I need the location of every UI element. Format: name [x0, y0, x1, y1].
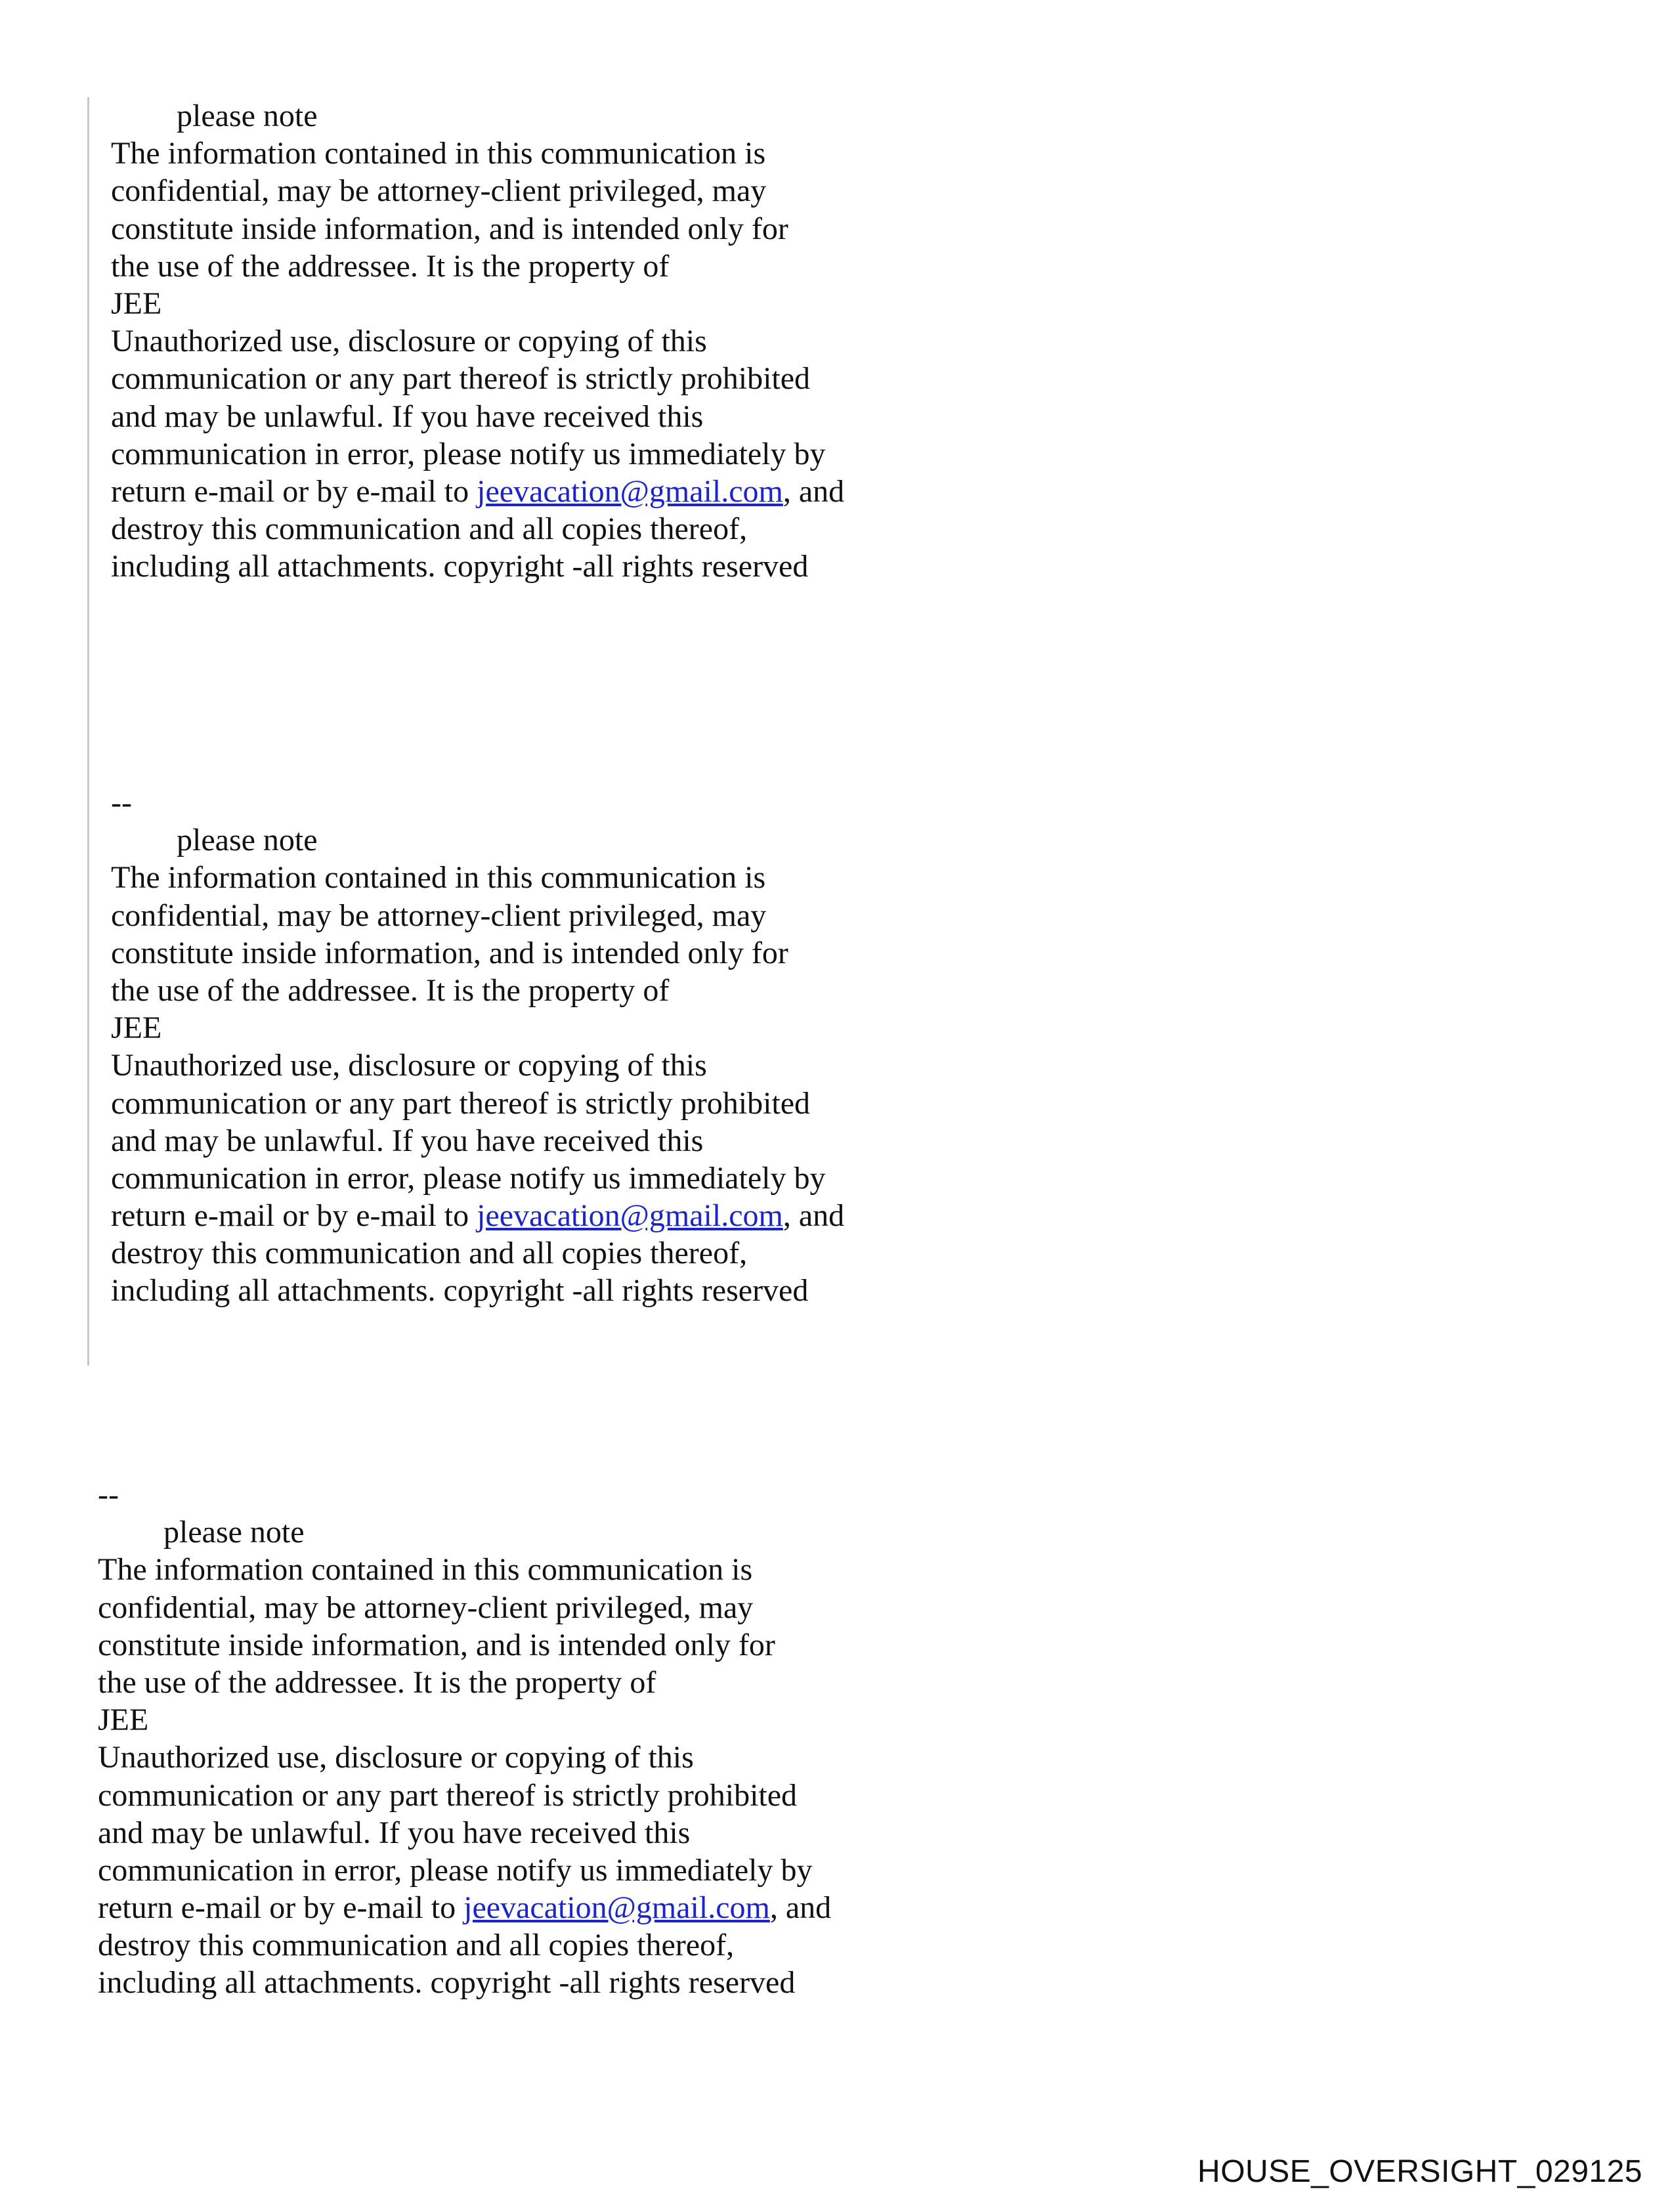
disclaimer-line: and may be unlawful. If you have received this [111, 399, 704, 434]
return-suffix: , and [783, 473, 845, 509]
disclaimer-line: including all attachments. copyright -all rights reserved [98, 1965, 796, 2001]
disclaimer-line: and may be unlawful. If you have received this [111, 1123, 704, 1158]
disclaimer-line: confidential, may be attorney-client privileged, may [111, 898, 767, 933]
disclaimer-line: including all attachments. copyright -all rights reserved [111, 1273, 809, 1309]
disclaimer-line: Unauthorized use, disclosure or copying of this [111, 1048, 707, 1083]
return-prefix: return e-mail or by e-mail to [111, 1198, 477, 1234]
return-prefix: return e-mail or by e-mail to [98, 1890, 464, 1926]
disclaimer-line: communication or any part thereof is strictly prohibited [111, 1085, 811, 1121]
disclaimer-line: including all attachments. copyright -all rights reserved [111, 549, 809, 584]
disclaimer-line: The information contained in this communication is [98, 1552, 753, 1588]
disclaimer-line: The information contained in this communication is [111, 136, 766, 171]
disclaimer-line: communication in error, please notify us immediately by [111, 1160, 826, 1196]
disclaimer-line: constitute inside information, and is intended only for [111, 935, 788, 970]
disclaimer-heading: please note [163, 1515, 305, 1550]
disclaimer-line: The information contained in this communication is [111, 860, 766, 896]
separator: -- [111, 785, 132, 820]
disclaimer-line: destroy this communication and all copies thereof, [98, 1928, 735, 1963]
disclaimer-line: destroy this communication and all copies thereof, [111, 511, 748, 547]
disclaimer-line: communication or any part thereof is strictly prohibited [98, 1777, 798, 1813]
disclaimer-line: and may be unlawful. If you have received this [98, 1815, 691, 1850]
disclaimer-block-1 [111, 97, 844, 585]
disclaimer-line: confidential, may be attorney-client privileged, may [98, 1590, 754, 1625]
disclaimer-line: the use of the addressee. It is the property of [98, 1664, 656, 1700]
disclaimer-line: communication in error, please notify us immediately by [98, 1852, 813, 1888]
disclaimer-line: JEE [111, 1010, 162, 1046]
disclaimer-block-3 [98, 1476, 831, 2002]
disclaimer-line: communication in error, please notify us immediately by [111, 436, 826, 471]
document-id: HOUSE_OVERSIGHT_029125 [1197, 2154, 1642, 2189]
disclaimer-line: the use of the addressee. It is the property of [111, 248, 670, 284]
email-link[interactable]: jeevacation@gmail.com [463, 1890, 770, 1926]
disclaimer-line: constitute inside information, and is intended only for [98, 1627, 775, 1662]
disclaimer-heading: please note [177, 823, 318, 858]
disclaimer-line: JEE [111, 286, 162, 321]
disclaimer-line: Unauthorized use, disclosure or copying of this [111, 324, 707, 359]
disclaimer-line: communication or any part thereof is strictly prohibited [111, 361, 811, 397]
disclaimer-line: confidential, may be attorney-client privileged, may [111, 173, 767, 209]
return-suffix: , and [783, 1198, 845, 1234]
disclaimer-line: the use of the addressee. It is the property of [111, 972, 670, 1008]
disclaimer-line: destroy this communication and all copies thereof, [111, 1236, 748, 1271]
disclaimer-line: JEE [98, 1702, 149, 1738]
email-link[interactable]: jeevacation@gmail.com [477, 1198, 783, 1234]
return-prefix: return e-mail or by e-mail to [111, 473, 477, 509]
disclaimer-line: constitute inside information, and is intended only for [111, 211, 788, 246]
email-link[interactable]: jeevacation@gmail.com [477, 473, 783, 509]
disclaimer-heading: please note [177, 98, 318, 133]
quoted-text-bar [87, 97, 89, 1366]
disclaimer-return-line [98, 1889, 831, 1926]
disclaimer-block-2 [111, 784, 844, 1310]
disclaimer-return-line [111, 473, 844, 510]
disclaimer-line: Unauthorized use, disclosure or copying of this [98, 1740, 694, 1775]
disclaimer-return-line [111, 1197, 844, 1234]
return-suffix: , and [769, 1890, 832, 1926]
separator: -- [98, 1477, 119, 1512]
